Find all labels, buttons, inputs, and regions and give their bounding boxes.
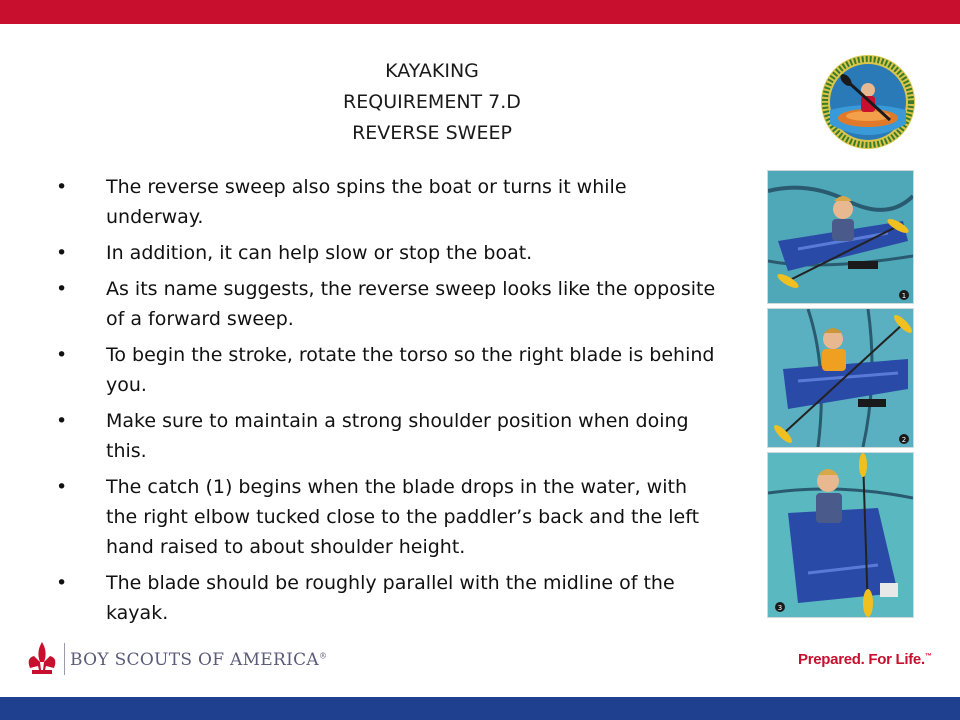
title-line-1: KAYAKING — [385, 60, 479, 82]
bullet-item: • The blade should be roughly parallel with the midline of the kayak. — [56, 568, 716, 628]
step-number-2: 2 — [901, 436, 907, 444]
bullet-item: • Make sure to maintain a strong shoulder position when doing this. — [56, 406, 716, 466]
top-red-bar — [0, 0, 960, 24]
step-number-3: 3 — [777, 604, 783, 612]
prepared-for-life-tagline: Prepared. For Life.™ — [798, 651, 932, 668]
kayak-photo-step-2 — [767, 308, 914, 448]
kayaking-merit-badge — [820, 54, 916, 150]
bullet-dot-icon: • — [56, 278, 68, 300]
title-line-3: REVERSE SWEEP — [352, 122, 512, 144]
bullet-item: • The catch (1) begins when the blade drops in the water, with the right elbow tucked close to the paddler’s back and the left hand raised to about shoulder height. — [56, 472, 716, 562]
bullet-dot-icon: • — [56, 410, 68, 432]
bsa-fleur-de-lis-icon — [22, 640, 62, 680]
title-line-2: REQUIREMENT 7.D — [343, 91, 521, 113]
bullet-dot-icon: • — [56, 476, 68, 498]
footer-divider — [64, 643, 65, 675]
bullet-item: • As its name suggests, the reverse sweep looks like the opposite of a forward sweep. — [56, 274, 716, 334]
bullet-list — [56, 172, 716, 634]
bullet-item: • In addition, it can help slow or stop the boat. — [56, 238, 716, 268]
bullet-item: • The reverse sweep also spins the boat or turns it while underway. — [56, 172, 716, 232]
kayak-photo-step-1 — [767, 170, 914, 304]
bullet-item: • To begin the stroke, rotate the torso so the right blade is behind you. — [56, 340, 716, 400]
bullet-dot-icon: • — [56, 242, 68, 264]
bullet-dot-icon: • — [56, 572, 68, 594]
kayak-photo-step-3 — [767, 452, 914, 618]
bottom-blue-bar — [0, 697, 960, 720]
bullet-dot-icon: • — [56, 176, 68, 198]
step-number-1: 1 — [901, 292, 907, 300]
bsa-wordmark: BOY SCOUTS OF AMERICA® — [70, 650, 328, 670]
slide-title — [232, 56, 632, 149]
bullet-dot-icon: • — [56, 344, 68, 366]
